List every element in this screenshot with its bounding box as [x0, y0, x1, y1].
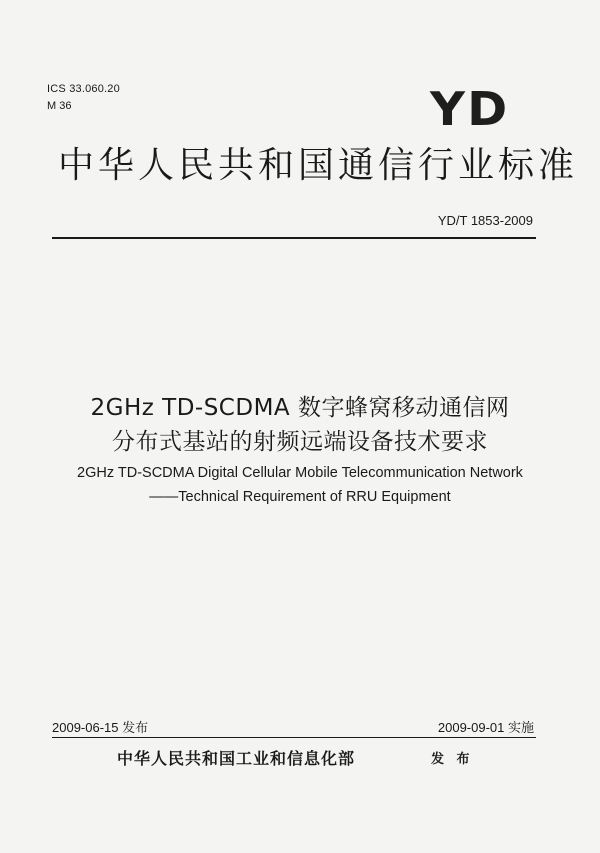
cn-title-line-1: 2GHz TD-SCDMA 数字蜂窝移动通信网	[90, 395, 510, 421]
issue-date: 2009-06-15 发布	[52, 720, 149, 735]
yd-logo: YD	[430, 82, 510, 136]
standard-category-title: 中华人民共和国通信行业标准	[58, 145, 579, 186]
en-title-line-1: 2GHz TD-SCDMA Digital Cellular Mobile Telecommunication Network	[77, 465, 523, 481]
effective-date: 2009-09-01 实施	[437, 720, 534, 735]
standard-number: YD/T 1853-2009	[437, 213, 533, 228]
publish-label: 发 布	[431, 752, 474, 767]
publisher-name: 中华人民共和国工业和信息化部	[117, 749, 356, 768]
classification-code: M 36	[47, 100, 72, 112]
en-title-line-2: ——Technical Requirement of RRU Equipment	[149, 489, 451, 505]
cn-title-line-2: 分布式基站的射频远端设备技术要求	[112, 429, 488, 455]
ics-code: ICS 33.060.20	[47, 83, 120, 95]
footer-divider	[52, 737, 536, 738]
header-divider	[52, 237, 536, 239]
